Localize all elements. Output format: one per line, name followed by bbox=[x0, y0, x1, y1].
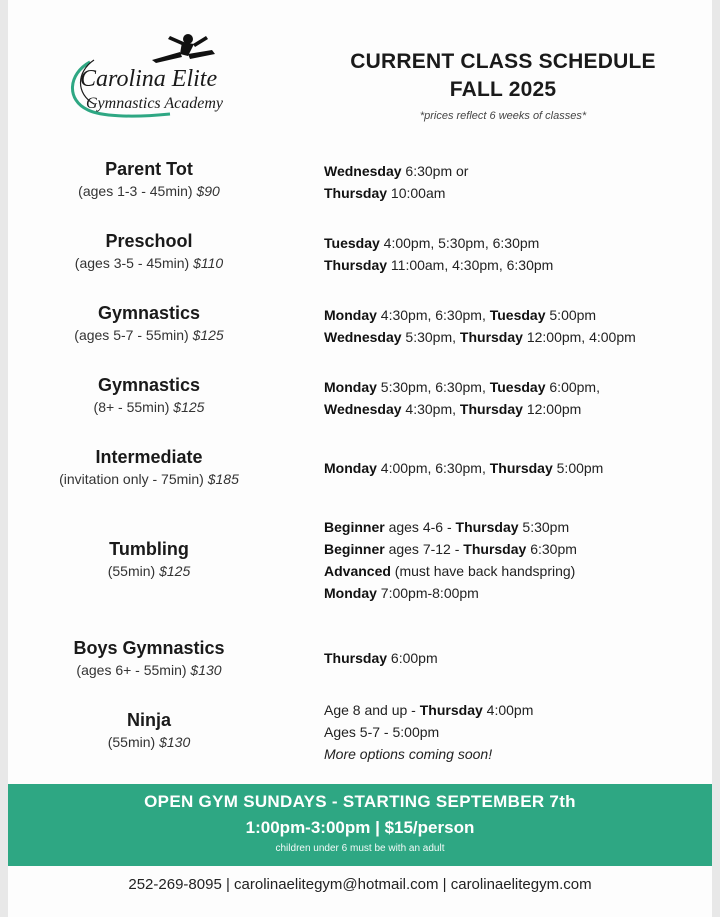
open-gym-banner bbox=[8, 784, 712, 866]
time-text: (must have back handspring) bbox=[390, 563, 576, 579]
day-label: Wednesday bbox=[324, 329, 402, 345]
time-line bbox=[324, 560, 714, 582]
time-text: 12:00pm, 4:00pm bbox=[522, 329, 636, 345]
class-times bbox=[324, 457, 714, 479]
class-info bbox=[24, 446, 274, 490]
page-title: CURRENT CLASS SCHEDULE bbox=[350, 50, 656, 73]
time-text: 5:00pm bbox=[545, 307, 597, 323]
day-label: Monday bbox=[324, 379, 377, 395]
class-name: Parent Tot bbox=[105, 159, 193, 179]
contact-footer: 252-269-8095 | carolinaelitegym@hotmail.com | carolinaelitegym.com bbox=[128, 876, 592, 893]
class-age-duration: (ages 5-7 - 55min) bbox=[74, 327, 189, 343]
time-line bbox=[324, 160, 714, 182]
brand-name-line1: Carolina Elite bbox=[80, 66, 218, 92]
time-text: ages 7-12 - bbox=[384, 541, 464, 557]
time-line bbox=[324, 516, 714, 538]
class-price: $110 bbox=[193, 255, 224, 271]
class-times bbox=[324, 699, 714, 765]
open-gym-title: OPEN GYM SUNDAYS - STARTING SEPTEMBER 7th bbox=[144, 792, 576, 811]
day-label: Monday bbox=[324, 460, 377, 476]
class-price: $125 bbox=[173, 399, 205, 415]
time-text: 4:30pm, 6:30pm, bbox=[376, 307, 490, 323]
class-times bbox=[324, 304, 714, 348]
day-label: Tuesday bbox=[489, 307, 546, 323]
class-age-duration: (55min) bbox=[107, 734, 156, 750]
class-price: $130 bbox=[159, 734, 191, 750]
day-label: Tuesday bbox=[324, 235, 380, 251]
time-line bbox=[324, 699, 714, 721]
time-text: 6:00pm bbox=[387, 650, 438, 666]
time-text: 12:00pm bbox=[522, 401, 582, 417]
time-line bbox=[324, 182, 714, 204]
time-line bbox=[324, 232, 714, 254]
day-label: Thursday bbox=[324, 257, 388, 273]
time-line bbox=[324, 254, 714, 276]
time-line bbox=[324, 538, 714, 560]
day-label: Beginner bbox=[324, 541, 385, 557]
time-text: More options coming soon! bbox=[324, 746, 493, 762]
class-age-duration: (8+ - 55min) bbox=[93, 399, 170, 415]
time-text: 5:30pm bbox=[518, 519, 570, 535]
class-info bbox=[24, 709, 274, 753]
time-text: 4:00pm, 5:30pm, 6:30pm bbox=[379, 235, 540, 251]
time-text: 10:00am bbox=[387, 185, 446, 201]
gymnast-logo-graphic bbox=[60, 30, 265, 125]
class-times bbox=[324, 160, 714, 204]
time-text: ages 4-6 - bbox=[384, 519, 456, 535]
class-name: Preschool bbox=[105, 231, 193, 251]
time-text: 4:00pm bbox=[482, 702, 534, 718]
class-times bbox=[324, 232, 714, 276]
schedule-header bbox=[298, 48, 708, 122]
time-text: 4:30pm, bbox=[401, 401, 460, 417]
day-label: Thursday bbox=[489, 460, 553, 476]
time-line bbox=[324, 721, 714, 743]
time-text: 7:00pm-8:00pm bbox=[376, 585, 479, 601]
class-times bbox=[324, 516, 714, 604]
time-text: 5:30pm, bbox=[401, 329, 460, 345]
academy-logo bbox=[60, 30, 265, 125]
time-text: 4:00pm, 6:30pm, bbox=[376, 460, 490, 476]
day-label: Thursday bbox=[455, 519, 519, 535]
day-label: Thursday bbox=[463, 541, 527, 557]
class-detail bbox=[24, 659, 274, 681]
class-detail bbox=[24, 560, 274, 582]
day-label: Wednesday bbox=[324, 163, 402, 179]
time-line bbox=[324, 376, 714, 398]
time-text: 6:30pm or bbox=[401, 163, 469, 179]
class-price: $90 bbox=[196, 183, 220, 199]
class-detail bbox=[24, 252, 274, 274]
time-text: 5:30pm, 6:30pm, bbox=[376, 379, 490, 395]
time-line bbox=[324, 647, 714, 669]
time-text: 6:30pm bbox=[526, 541, 577, 557]
time-text: 5:00pm bbox=[552, 460, 604, 476]
class-info bbox=[24, 374, 274, 418]
class-name: Gymnastics bbox=[97, 303, 201, 323]
class-info bbox=[24, 158, 274, 202]
class-price: $185 bbox=[207, 471, 239, 487]
brand-name-line2: Gymnastics Academy bbox=[86, 95, 223, 112]
class-info bbox=[24, 637, 274, 681]
day-label: Wednesday bbox=[324, 401, 402, 417]
class-name: Tumbling bbox=[109, 539, 189, 559]
time-text: 11:00am, 4:30pm, 6:30pm bbox=[387, 257, 554, 273]
class-name: Gymnastics bbox=[97, 375, 201, 395]
schedule-flyer bbox=[8, 0, 712, 917]
class-name: Boys Gymnastics bbox=[73, 638, 225, 658]
time-text: 6:00pm, bbox=[545, 379, 600, 395]
class-info bbox=[24, 302, 274, 346]
class-name: Intermediate bbox=[95, 447, 203, 467]
class-times bbox=[324, 376, 714, 420]
time-line bbox=[324, 304, 714, 326]
class-age-duration: (ages 6+ - 55min) bbox=[76, 662, 187, 678]
class-age-duration: (ages 3-5 - 45min) bbox=[74, 255, 190, 271]
class-detail bbox=[24, 468, 274, 490]
day-label: Beginner bbox=[324, 519, 385, 535]
day-label: Thursday bbox=[419, 702, 483, 718]
time-text: Age 8 and up - bbox=[324, 702, 420, 718]
class-price: $125 bbox=[192, 327, 224, 343]
class-age-duration: (ages 1-3 - 45min) bbox=[78, 183, 193, 199]
class-detail bbox=[24, 731, 274, 753]
time-line bbox=[324, 457, 714, 479]
open-gym-time-price: 1:00pm-3:00pm | $15/person bbox=[245, 818, 475, 837]
day-label: Tuesday bbox=[489, 379, 546, 395]
time-text: Ages 5-7 - 5:00pm bbox=[324, 724, 440, 740]
class-detail bbox=[24, 396, 274, 418]
day-label: Thursday bbox=[324, 650, 388, 666]
day-label: Thursday bbox=[324, 185, 388, 201]
class-name: Ninja bbox=[126, 710, 171, 730]
class-times bbox=[324, 647, 714, 669]
day-label: Monday bbox=[324, 307, 377, 323]
time-line bbox=[324, 326, 714, 348]
day-label: Advanced bbox=[324, 563, 391, 579]
day-label: Thursday bbox=[459, 329, 523, 345]
day-label: Thursday bbox=[459, 401, 523, 417]
class-price: $130 bbox=[190, 662, 222, 678]
class-age-duration: (invitation only - 75min) bbox=[59, 471, 204, 487]
class-price: $125 bbox=[159, 563, 191, 579]
class-info bbox=[24, 538, 274, 582]
class-age-duration: (55min) bbox=[107, 563, 156, 579]
class-info bbox=[24, 230, 274, 274]
time-line bbox=[324, 398, 714, 420]
pricing-note: *prices reflect 6 weeks of classes* bbox=[419, 110, 587, 122]
open-gym-note: children under 6 must be with an adult bbox=[275, 843, 445, 854]
class-detail bbox=[24, 324, 274, 346]
day-label: Monday bbox=[324, 585, 377, 601]
class-detail bbox=[24, 180, 274, 202]
time-line bbox=[324, 743, 714, 765]
season-title: FALL 2025 bbox=[449, 78, 557, 101]
time-line bbox=[324, 582, 714, 604]
